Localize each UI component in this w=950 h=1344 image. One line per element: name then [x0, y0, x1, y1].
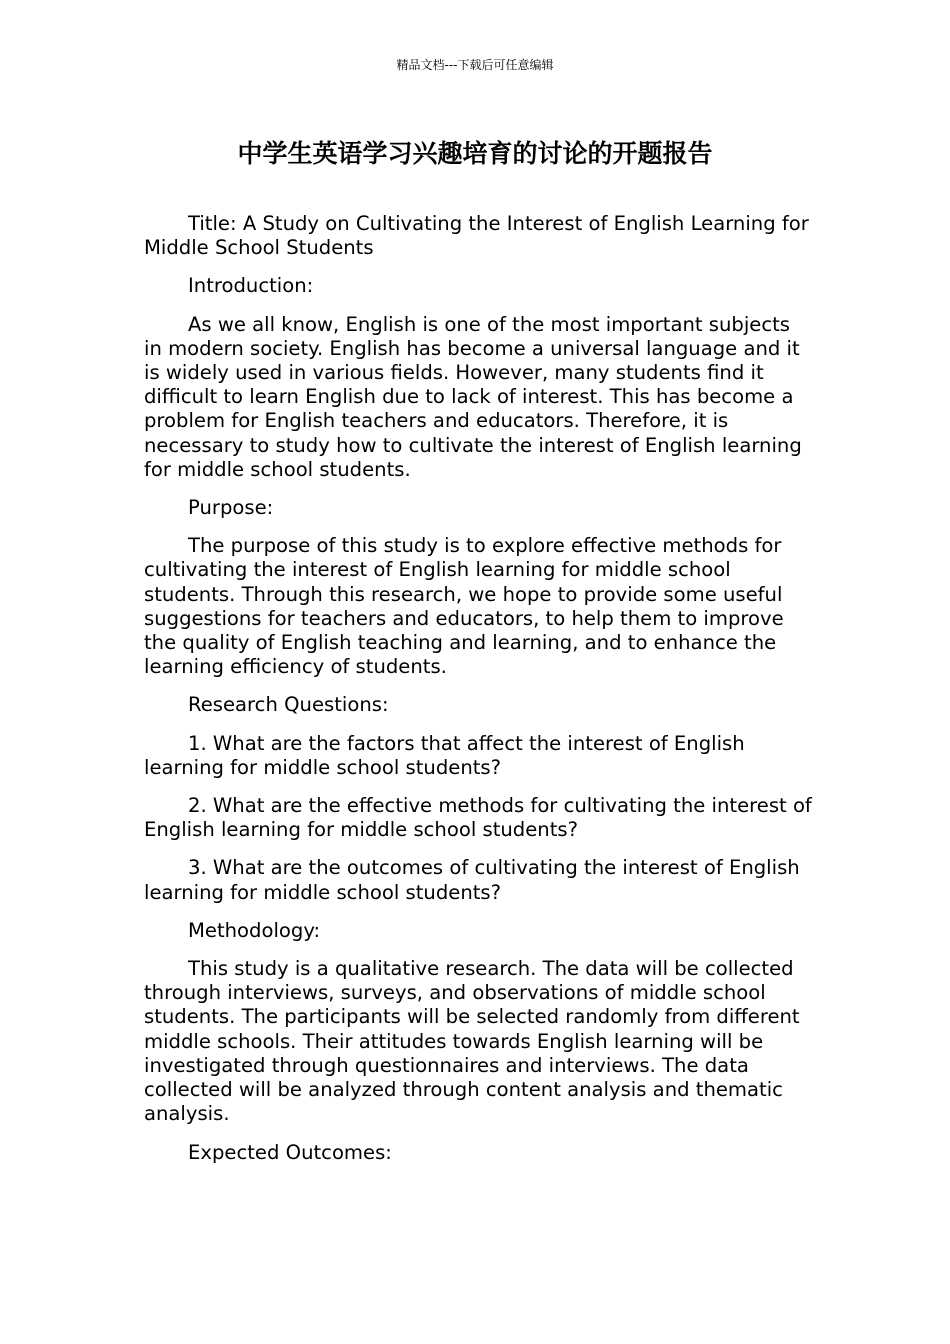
paragraph-methodology: This study is a qualitative research. The data will be collected through interviews, surveys, and observations of middle school students. The participants will be selected randomly from different middle schools. Their attitudes towards English learning will be investigated through questionnaires and interviews. The data collected will be analyzed through content analysis and thematic analysis. — [144, 957, 800, 1126]
header-note: 精品文档---下载后可任意编辑 — [396, 58, 554, 72]
research-question-2: 2. What are the effective methods for cultivating the interest of English learning for middle school students? — [144, 794, 812, 842]
document-title: 中学生英语学习兴趣培育的讨论的开题报告 — [237, 139, 713, 168]
paragraph-title-line: Title: A Study on Cultivating the Interest of English Learning for Middle School Students — [144, 212, 809, 260]
heading-introduction: Introduction: — [188, 274, 314, 298]
heading-purpose: Purpose: — [188, 496, 274, 520]
research-question-3: 3. What are the outcomes of cultivating the interest of English learning for middle school students? — [144, 856, 800, 904]
heading-research-questions: Research Questions: — [188, 693, 389, 717]
heading-expected-outcomes: Expected Outcomes: — [188, 1140, 392, 1164]
paragraph-introduction: As we all know, English is one of the most important subjects in modern society. English has become a universal language and it is widely used in various fields. However, many students find it difficult to learn English due to lack of interest. This has become a problem for English teachers and educators. Therefore, it is necessary to study how to cultivate the interest of English learning for middle school students. — [144, 312, 802, 481]
heading-methodology: Methodology: — [188, 918, 321, 942]
document-body — [144, 212, 812, 1179]
paragraph-purpose: The purpose of this study is to explore effective methods for cultivating the interest of English learning for middle school students. Through this research, we hope to provide some useful suggestions for teachers and educators, to help them to improve the quality of English teaching and learning, and to enhance the learning efficiency of students. — [144, 534, 784, 679]
research-question-1: 1. What are the factors that affect the interest of English learning for middle school students? — [144, 731, 745, 779]
